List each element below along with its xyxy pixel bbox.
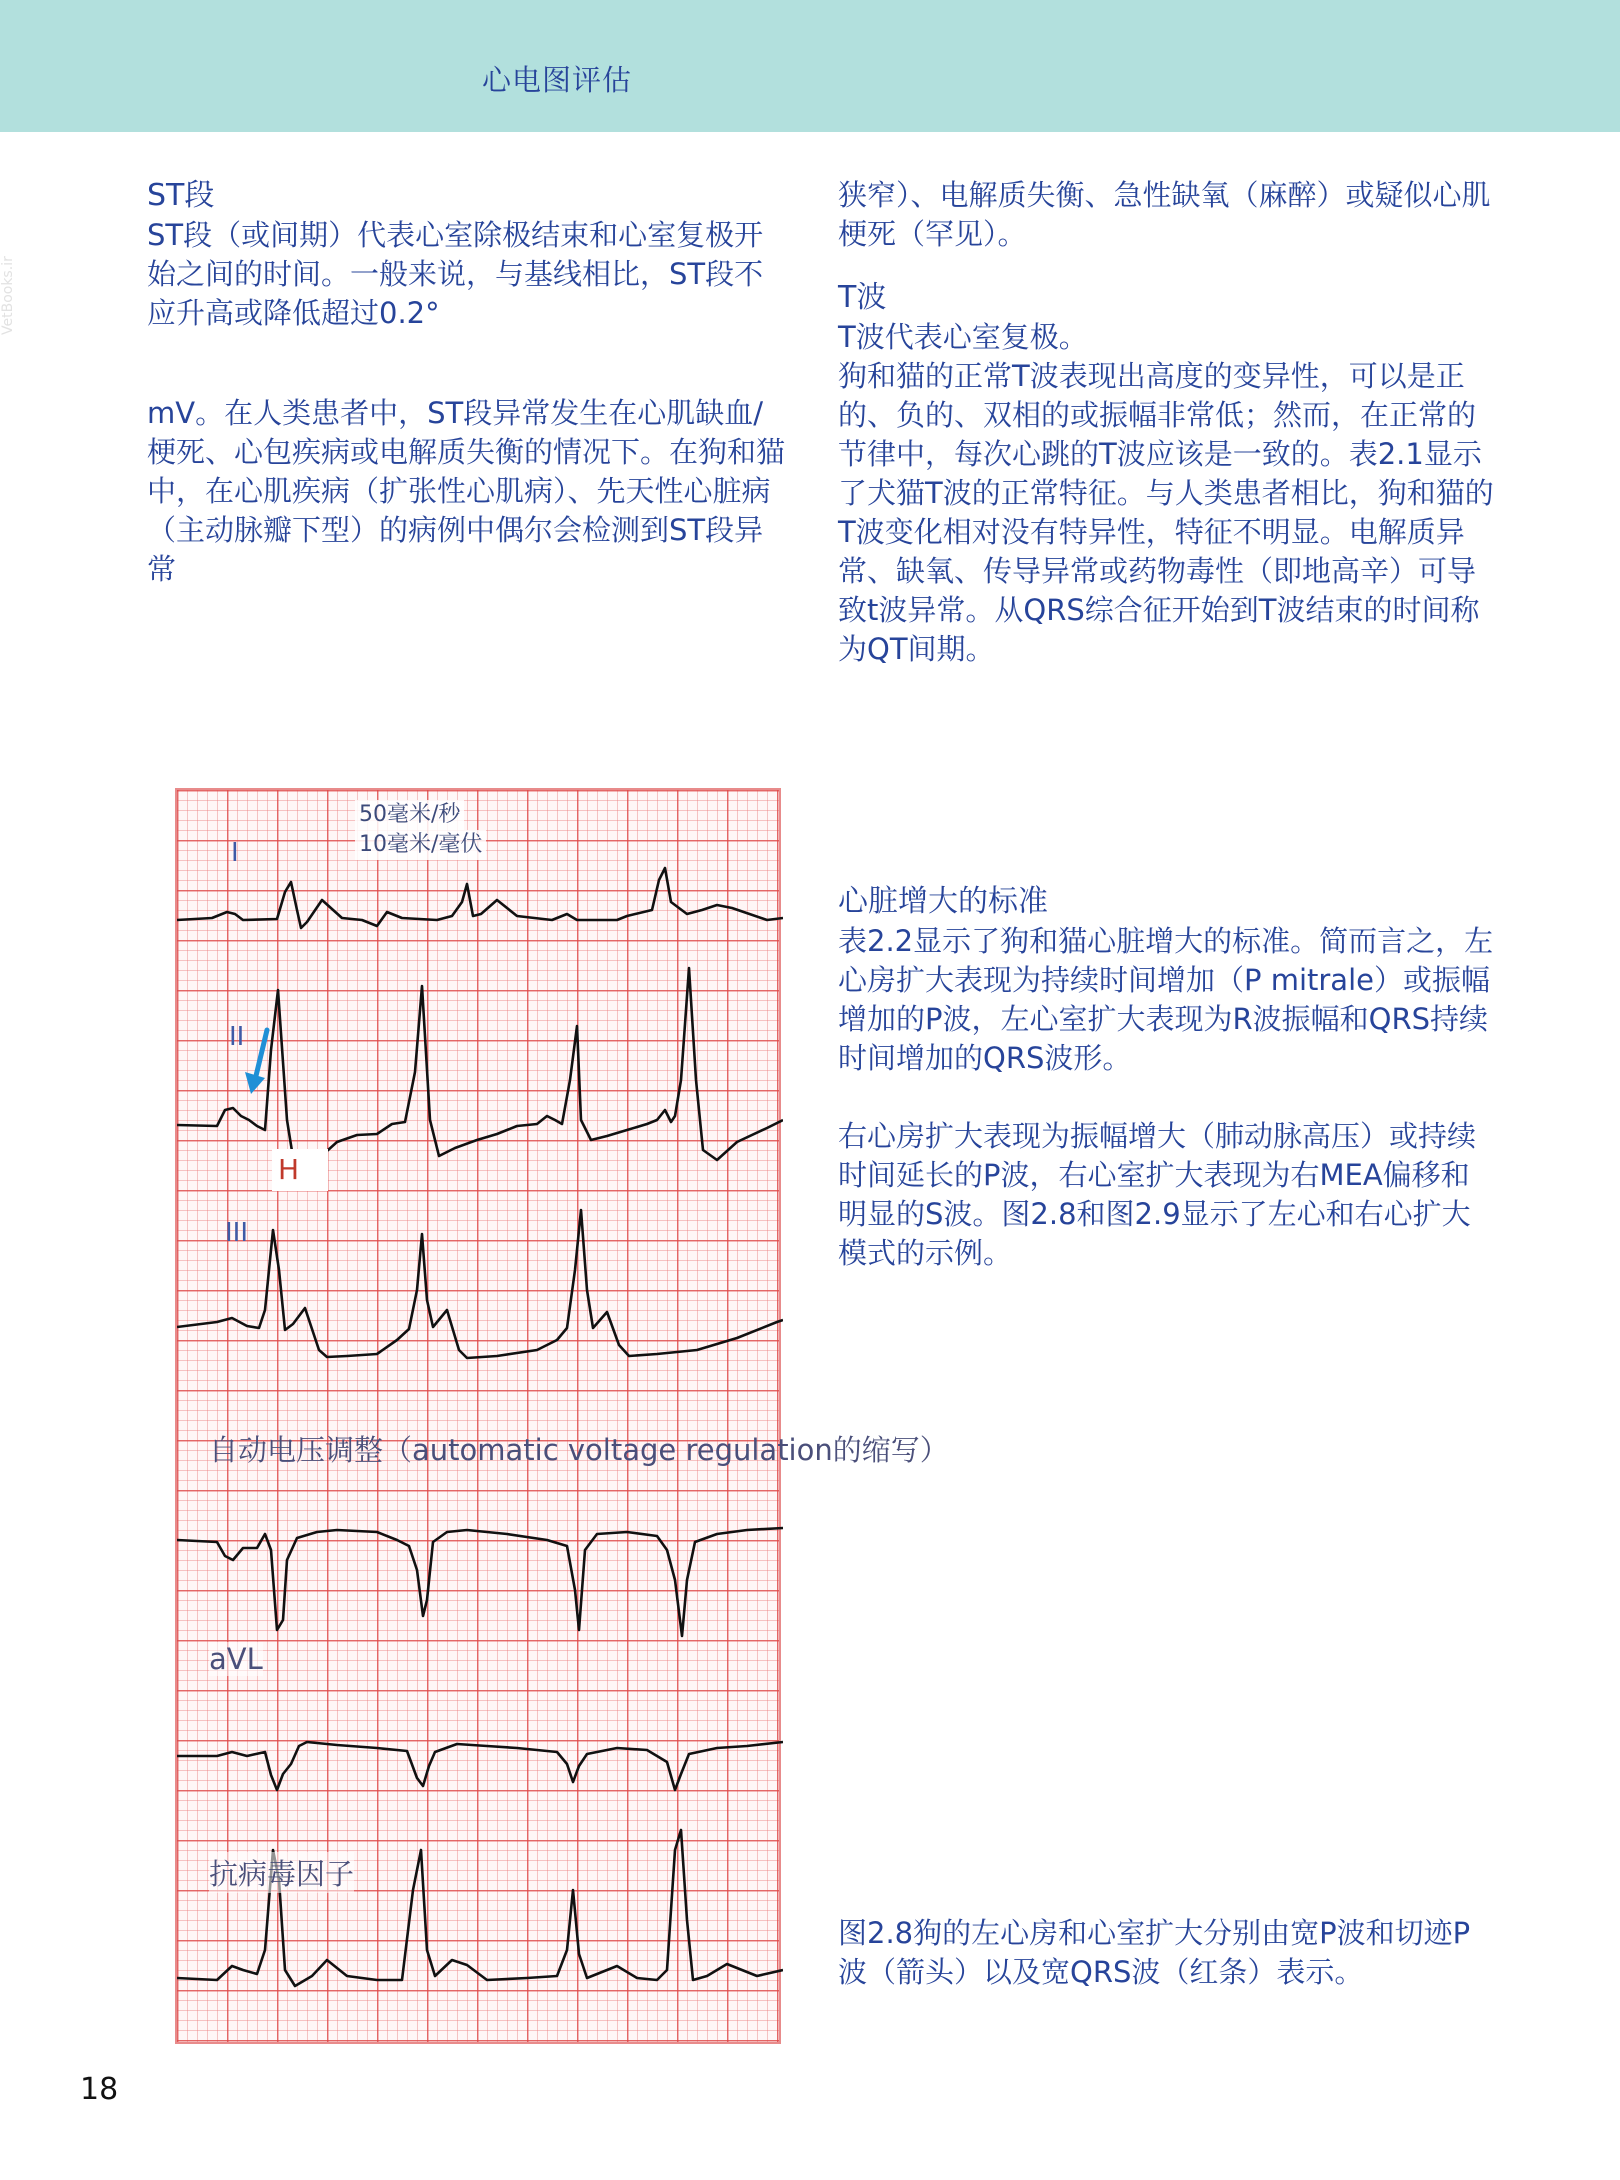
figure-caption: 图2.8狗的左心房和心室扩大分别由宽P波和切迹P波（箭头）以及宽QRS波（红条）表示。 bbox=[838, 1916, 1471, 1989]
st-section-continued bbox=[147, 394, 787, 589]
lead-label-avf: 抗病毒因子 bbox=[209, 1852, 354, 1893]
page-header-title: 心电图评估 bbox=[482, 63, 633, 97]
st-paragraph-1: ST段（或间期）代表心室除极结束和心室复极开始之间的时间。一般来说，与基线相比，ST段不应升高或降低超过0.2° bbox=[147, 218, 764, 330]
watermark: VetBooks.ir bbox=[0, 256, 16, 335]
lead-label-iii: III bbox=[225, 1218, 249, 1248]
enlargement-paragraph-1: 表2.2显示了狗和猫心脏增大的标准。简而言之，左心房扩大表现为持续时间增加（P mitrale）或振幅增加的P波，左心室扩大表现为R波振幅和QRS持续时间增加的QRS波形。 bbox=[838, 924, 1494, 1075]
enlargement-paragraph-2: 右心房扩大表现为振幅增大（肺动脉高压）或持续时间延长的P波，右心室扩大表现为右MEA偏移和明显的S波。图2.8和图2.9显示了左心和右心扩大模式的示例。 bbox=[838, 1119, 1477, 1270]
header-band bbox=[0, 0, 1620, 132]
st-section bbox=[147, 176, 787, 333]
trace-lead-iii bbox=[177, 1210, 783, 1358]
st-continuation-paragraph: 狭窄）、电解质失衡、急性缺氧（麻醉）或疑似心肌梗死（罕见）。 bbox=[838, 178, 1491, 251]
enlargement-section bbox=[838, 882, 1498, 1273]
st-heading: ST段 bbox=[147, 178, 215, 213]
h-marker-label: H bbox=[272, 1149, 328, 1191]
notched-p-wave-arrow-icon bbox=[245, 1030, 267, 1094]
trace-lead-avr bbox=[177, 1528, 783, 1636]
lead-label-i: I bbox=[231, 838, 239, 868]
t-wave-heading: T波 bbox=[838, 280, 887, 315]
right-column-top bbox=[838, 176, 1498, 669]
ecg-strip bbox=[175, 788, 781, 2044]
trace-lead-ii bbox=[177, 968, 783, 1174]
enlargement-heading: 心脏增大的标准 bbox=[838, 884, 1048, 919]
trace-lead-avl bbox=[177, 1742, 783, 1790]
paper-speed-label: 50毫米/秒 bbox=[355, 800, 464, 830]
page-number: 18 bbox=[80, 2072, 119, 2107]
lead-label-avl: aVL bbox=[209, 1642, 263, 1676]
t-wave-paragraph: 狗和猫的正常T波表现出高度的变异性，可以是正的、负的、双相的或振幅非常低；然而，在正常的节律中，每次心跳的T波应该是一致的。表2.1显示了犬猫T波的正常特征。与人类患者相比，狗和猫的T波变化相对没有特异性，特征不明显。电解质异常、缺氧、传导异常或药物毒性（即地高辛）可导致t波异常。从QRS综合征开始到T波结束的时间称为QT间期。 bbox=[838, 359, 1494, 666]
lead-label-avr: 自动电压调整（automatic voltage regulation的缩写） bbox=[209, 1433, 949, 1467]
t-wave-intro: T波代表心室复极。 bbox=[838, 320, 1088, 354]
lead-label-ii: II bbox=[229, 1022, 245, 1052]
calibration-label: 10毫米/毫伏 bbox=[355, 830, 486, 860]
st-paragraph-2: mV。在人类患者中，ST段异常发生在心肌缺血/梗死、心包疾病或电解质失衡的情况下。在狗和猫中，在心肌疾病（扩张性心肌病）、先天性心脏病（主动脉瓣下型）的病例中偶尔会检测到ST段异常 bbox=[147, 396, 786, 586]
trace-lead-i bbox=[177, 868, 783, 928]
